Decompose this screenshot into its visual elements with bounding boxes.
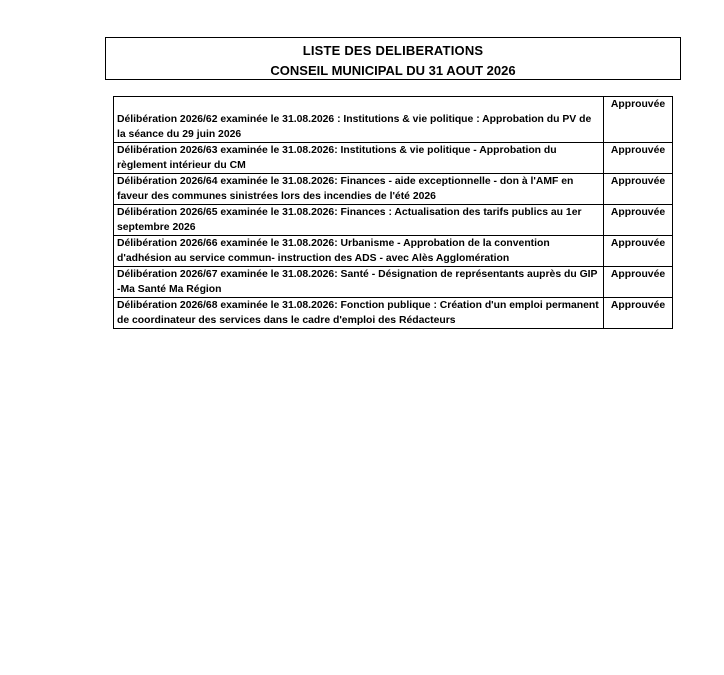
table-row xyxy=(114,143,673,174)
document-subtitle: CONSEIL MUNICIPAL DU 31 AOUT 2026 xyxy=(270,63,516,78)
deliberation-text: Délibération 2026/64 examinée le 31.08.2026: Finances - aide exceptionnelle - don à l'AMF en faveur des communes sinistrées lors des incendies de l'été 2026 xyxy=(114,174,604,205)
document-title: LISTE DES DELIBERATIONS xyxy=(302,43,484,58)
deliberation-text: Délibération 2026/65 examinée le 31.08.2026: Finances : Actualisation des tarifs publics au 1er septembre 2026 xyxy=(114,205,604,236)
deliberation-text: Délibération 2026/62 examinée le 31.08.2026 : Institutions & vie politique : Approbation du PV de la séance du 29 juin 2026 xyxy=(114,97,604,143)
table-row xyxy=(114,236,673,267)
deliberation-status: Approuvée xyxy=(604,205,673,236)
deliberation-status: Approuvée xyxy=(604,236,673,267)
deliberation-text: Délibération 2026/67 examinée le 31.08.2026: Santé - Désignation de représentants auprès du GIP -Ma Santé Ma Région xyxy=(114,267,604,298)
table-row xyxy=(114,174,673,205)
table-row xyxy=(114,298,673,329)
table-row xyxy=(114,97,673,143)
deliberations-table xyxy=(113,96,673,329)
deliberation-status: Approuvée xyxy=(604,298,673,329)
deliberation-text: Délibération 2026/63 examinée le 31.08.2026: Institutions & vie politique - Approbation du règlement intérieur du CM xyxy=(114,143,604,174)
deliberation-status: Approuvée xyxy=(604,174,673,205)
deliberation-status: Approuvée xyxy=(604,97,673,143)
deliberation-status: Approuvée xyxy=(604,143,673,174)
deliberation-status: Approuvée xyxy=(604,267,673,298)
table-row xyxy=(114,267,673,298)
deliberation-text: Délibération 2026/68 examinée le 31.08.2026: Fonction publique : Création d'un emploi permanent de coordinateur des services dans le cadre d'emploi des Rédacteurs xyxy=(114,298,604,329)
document-title-box xyxy=(105,37,681,80)
deliberation-text: Délibération 2026/66 examinée le 31.08.2026: Urbanisme - Approbation de la convention d'adhésion au service commun- instruction des ADS - avec Alès Agglomération xyxy=(114,236,604,267)
table-row xyxy=(114,205,673,236)
